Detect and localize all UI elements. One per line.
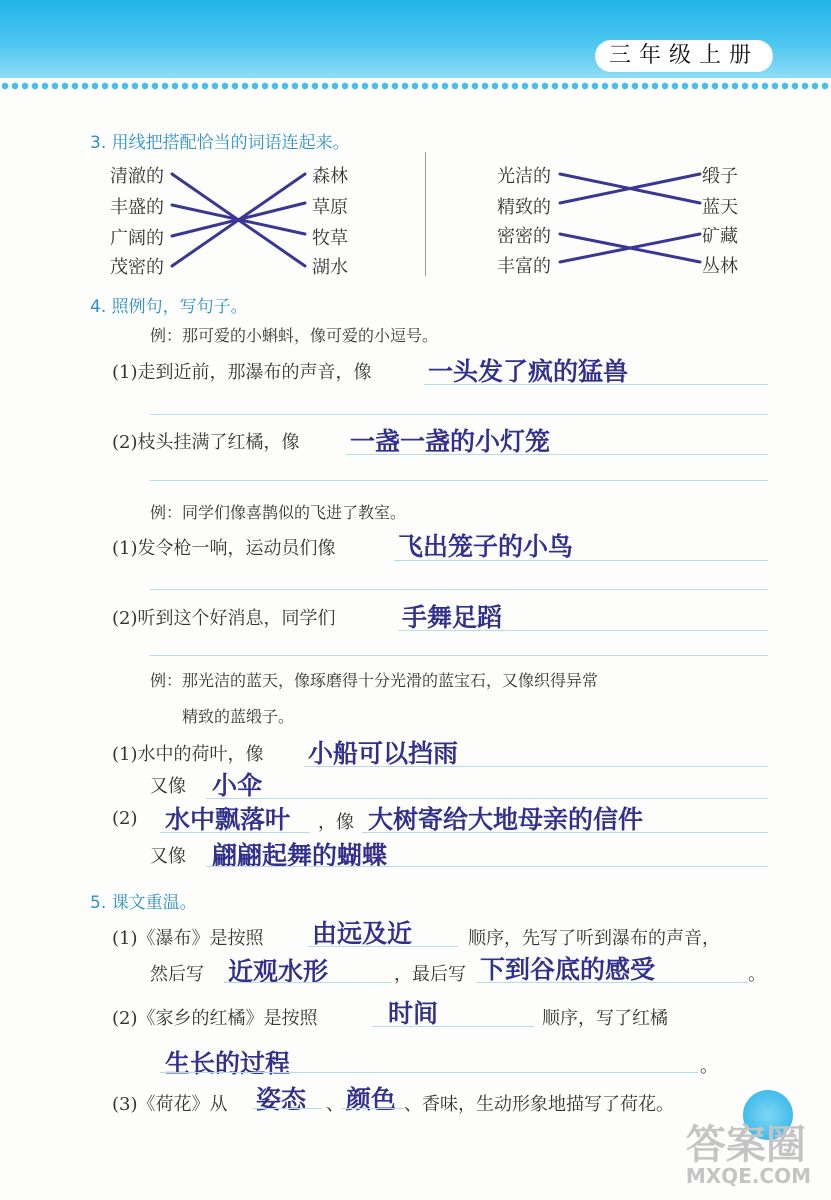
q4-answer-6c: 翩翩起舞的蝴蝶 — [212, 841, 388, 870]
q4-example-3-line-2: 精致的蓝缎子。 — [182, 707, 295, 726]
q4-answer-6b: 大树寄给大地母亲的信件 — [368, 805, 644, 834]
q3-right-word: 丰富的 — [497, 256, 551, 277]
q3-right-target: 矿藏 — [702, 226, 738, 247]
q5-line-3a: (2)《家乡的红橘》是按照 — [112, 1008, 318, 1029]
answer-line — [160, 1072, 698, 1073]
q4-sentence-6b: 又像 — [150, 846, 186, 867]
q5-title: 5. 课文重温。 — [90, 893, 197, 913]
q5-answer-7: 颜色 — [346, 1085, 397, 1114]
q5-line-1b: 顺序，先写了听到瀑布的声音， — [468, 928, 720, 949]
q3-left-target: 森林 — [312, 166, 348, 187]
q4-sentence-4: (2)听到这个好消息，同学们 — [112, 608, 336, 629]
answer-line — [342, 1108, 404, 1109]
q4-sentence-5b: 又像 — [150, 776, 186, 797]
answer-line — [346, 454, 768, 455]
q4-answer-5: 小船可以挡雨 — [308, 739, 459, 768]
answer-line — [252, 1108, 322, 1109]
answer-line — [160, 832, 310, 833]
q5-separator: 、 — [326, 1094, 344, 1115]
q4-example-3-line-1: 例：那光洁的蓝天，像琢磨得十分光滑的蓝宝石，又像织得异常 — [150, 671, 599, 690]
answer-line — [150, 414, 768, 415]
watermark-url: MXQE.COM — [685, 1164, 811, 1188]
q4-sentence-1: (1)走到近前，那瀑布的声音，像 — [112, 362, 372, 383]
q3-connecting-lines — [0, 0, 831, 300]
q3-right-word: 密密的 — [497, 226, 551, 247]
answer-line — [308, 946, 458, 947]
answer-line — [150, 589, 768, 590]
q3-right-target: 缎子 — [702, 166, 738, 187]
q5-line-4-end: 。 — [700, 1056, 718, 1077]
q5-line-3b: 顺序，写了红橘 — [542, 1008, 668, 1029]
q3-left-target: 牧草 — [312, 228, 348, 249]
q3-left-target: 草原 — [312, 197, 348, 218]
q5-answer-2: 近观水形 — [228, 957, 329, 986]
answer-line — [362, 832, 768, 833]
watermark-text: 答案圈 — [685, 1122, 806, 1168]
answer-line — [398, 630, 768, 631]
q5-answer-1: 由远及近 — [312, 919, 413, 948]
q4-answer-3: 飞出笼子的小鸟 — [398, 532, 574, 561]
q4-answer-6: 水中飘落叶 — [165, 805, 291, 834]
q3-right-word: 光洁的 — [497, 166, 551, 187]
q4-answer-5b: 小伞 — [212, 771, 263, 800]
answer-line — [394, 560, 768, 561]
q3-left-word: 茂密的 — [110, 257, 164, 278]
q5-line-2-end: 。 — [748, 964, 766, 985]
q3-left-word: 丰盛的 — [110, 197, 164, 218]
q3-right-target: 蓝天 — [702, 197, 738, 218]
q4-title: 4. 照例句，写句子。 — [90, 297, 248, 317]
q5-line-5b: 、香味，生动形象地描写了荷花。 — [404, 1094, 674, 1115]
q4-answer-1: 一头发了疯的猛兽 — [428, 357, 629, 386]
q5-answer-5: 生长的过程 — [165, 1049, 291, 1078]
q3-left-word: 广阔的 — [110, 228, 164, 249]
q4-sentence-3: (1)发令枪一响，运动员们像 — [112, 538, 336, 559]
q5-answer-6: 姿态 — [256, 1085, 307, 1114]
q4-sentence-5: (1)水中的荷叶，像 — [112, 744, 264, 765]
q4-answer-4: 手舞足蹈 — [402, 603, 503, 632]
q3-title: 3. 用线把搭配恰当的词语连起来。 — [90, 133, 350, 153]
q4-sentence-6-mid: ，像 — [318, 812, 354, 833]
q3-left-target: 湖水 — [312, 257, 348, 278]
grade-label: 三年级上册 — [595, 40, 773, 72]
q4-answer-2: 一盏一盏的小灯笼 — [350, 427, 551, 456]
q4-sentence-6: (2) — [112, 808, 138, 829]
q4-example-2: 例：同学们像喜鹊似的飞进了教室。 — [150, 503, 407, 522]
q5-answer-3: 下到谷底的感受 — [480, 955, 656, 984]
q3-right-word: 精致的 — [497, 197, 551, 218]
q5-line-2b: ，最后写 — [394, 964, 466, 985]
q4-example-1: 例：那可爱的小蝌蚪，像可爱的小逗号。 — [150, 326, 439, 345]
q5-line-2a: 然后写 — [150, 964, 204, 985]
q3-right-target: 丛林 — [702, 256, 738, 277]
answer-line — [206, 798, 768, 799]
answer-line — [304, 766, 768, 767]
q5-answer-4: 时间 — [388, 999, 439, 1028]
q5-line-1a: (1)《瀑布》是按照 — [112, 928, 264, 949]
q5-line-5a: (3)《荷花》从 — [112, 1094, 228, 1115]
answer-line — [150, 655, 768, 656]
q4-sentence-2: (2)枝头挂满了红橘，像 — [112, 432, 300, 453]
answer-line — [476, 982, 748, 983]
answer-line — [150, 480, 768, 481]
watermark-logo — [686, 1113, 811, 1188]
answer-line — [224, 982, 392, 983]
q3-left-word: 清澈的 — [110, 166, 164, 187]
answer-line — [206, 866, 768, 867]
answer-line — [372, 1026, 534, 1027]
answer-line — [424, 384, 768, 385]
